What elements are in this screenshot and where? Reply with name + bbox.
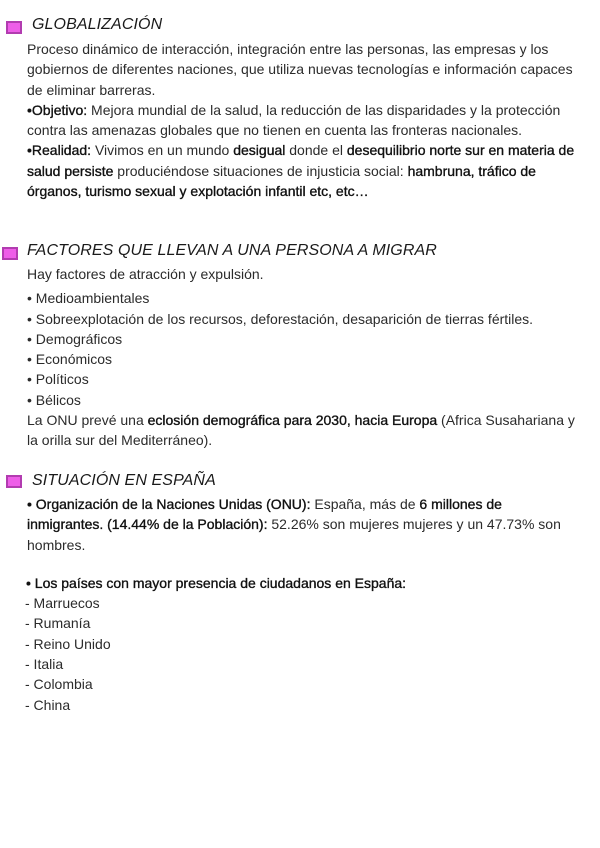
list-item: - Italia: [25, 656, 64, 673]
realidad-emphasis: desigual: [233, 142, 286, 159]
list-item: - China: [25, 696, 71, 713]
pink-square-marker-icon: [6, 21, 22, 34]
section-header: [0, 240, 600, 262]
objetivo-text: Mejora mundial de la salud, la reducción de las disparidades y la protección contra las amenazas globales que no tienen en cuenta las fronteras nacionales.: [27, 101, 561, 139]
realidad-paragraph: [27, 140, 575, 201]
onu-text: (Africa Susahariana y la orilla sur del Mediterráneo).: [27, 412, 575, 449]
section-factores-migrar: [0, 240, 600, 449]
list-item: • Económicos: [27, 351, 113, 368]
section-body: [27, 39, 575, 201]
org-text: 52.26% son mujeres mujeres y un 47.73% son hombres.: [27, 516, 561, 553]
section-title: FACTORES QUE LLEVAN A UNA PERSONA A MIGRAR: [27, 242, 437, 259]
realidad-emphasis: desequilibrio norte sur en materia de salud persiste: [27, 142, 575, 179]
org-emphasis: 6 millones de inmigrantes. (14.44% de la Población):: [27, 496, 502, 533]
list-item: - Marruecos: [25, 595, 100, 612]
countries-list: [25, 593, 575, 715]
section-body: [27, 264, 575, 451]
list-item: - Colombia: [25, 676, 93, 693]
realidad-text: Vivimos en un mundo: [91, 142, 234, 159]
spacer: [27, 555, 575, 573]
list-item: • Medioambientales: [27, 290, 150, 307]
pink-square-marker-icon: [2, 247, 18, 260]
realidad-label: •Realidad:: [27, 142, 92, 159]
realidad-text: produciéndose situaciones de injusticia social:: [113, 162, 408, 179]
section-globalizacion: [0, 14, 600, 200]
org-text: España, más de: [310, 496, 420, 512]
onu-text: La ONU prevé una: [27, 412, 148, 429]
list-item: • Bélicos: [27, 391, 81, 408]
list-item: • Políticos: [27, 371, 89, 388]
list-item: - Rumanía: [25, 615, 91, 632]
section-header: [0, 470, 600, 492]
onu-stats-paragraph: [27, 494, 575, 555]
section-body: [27, 494, 575, 715]
intro-paragraph: Proceso dinámico de interacción, integración entre las personas, las empresas y los gobiernos de diferentes naciones, que utiliza nuevas tecnologías e información capaces de eliminar barreras.: [27, 41, 573, 98]
pink-square-marker-icon: [6, 475, 22, 488]
onu-emphasis: eclosión demográfica para 2030, hacia Europa: [147, 412, 438, 429]
section-header: [0, 14, 600, 36]
section-title: GLOBALIZACIÓN: [32, 16, 163, 33]
realidad-emphasis: hambruna, tráfico de órganos, turismo sexual y explotación infantil etc, etc…: [27, 162, 536, 200]
section-title: SITUACIÓN EN ESPAÑA: [32, 472, 216, 489]
intro-paragraph: Hay factores de atracción y expulsión.: [27, 266, 264, 282]
factors-list: [27, 288, 575, 410]
onu-paragraph: [27, 410, 575, 451]
paises-heading: • Los países con mayor presencia de ciudadanos en España:: [26, 574, 407, 591]
section-situacion-espana: [0, 470, 600, 713]
list-item: • Demográficos: [27, 330, 123, 347]
org-emphasis: • Organización de la Naciones Unidas (ONU):: [27, 496, 311, 512]
objetivo-label: •Objetivo:: [27, 101, 88, 118]
list-item: - Reino Unido: [25, 635, 111, 652]
realidad-text: donde el: [285, 142, 347, 159]
list-item: • Sobreexplotación de los recursos, deforestación, desaparición de tierras fértiles.: [27, 310, 534, 327]
objetivo-paragraph: [27, 100, 575, 141]
